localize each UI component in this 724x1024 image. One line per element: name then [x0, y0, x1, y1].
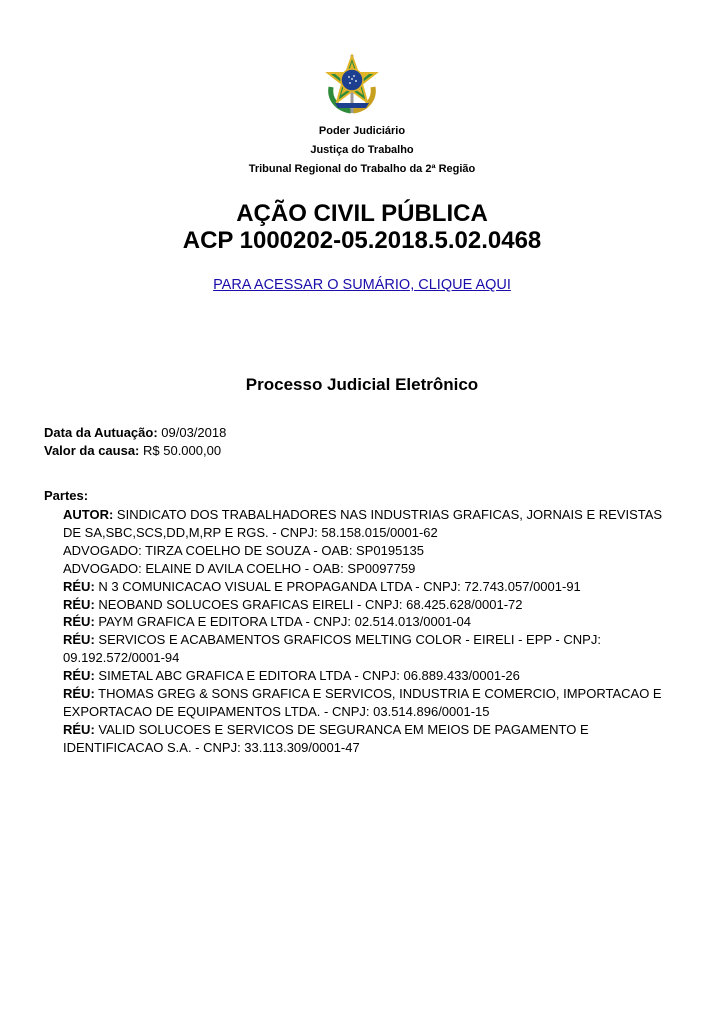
party-entry — [63, 721, 683, 757]
party-role: RÉU: — [63, 668, 95, 684]
party-text: SERVICOS E ACABAMENTOS GRAFICOS MELTING COLOR - EIRELI - EPP - CNPJ: 09.192.572/0001-94 — [63, 632, 601, 666]
party-entry — [63, 667, 683, 685]
party-role: AUTOR: — [63, 507, 114, 522]
date-label: Data da Autuação: — [44, 425, 158, 440]
party-role: RÉU: — [63, 578, 95, 594]
party-text: THOMAS GREG & SONS GRAFICA E SERVICOS, INDUSTRIA E COMERCIO, IMPORTACAO E EXPORTACAO DE EQUIPAMENTOS LTDA. - CNPJ: 03.514.896/0001-15 — [63, 686, 662, 719]
section-subtitle: Processo Judicial Eletrônico — [245, 375, 479, 394]
party-entry — [63, 506, 683, 542]
party-role: RÉU: — [63, 721, 95, 737]
parties-list — [63, 506, 683, 757]
party-entry — [63, 560, 683, 578]
summary-link[interactable]: PARA ACESSAR O SUMÁRIO, CLIQUE AQUI — [213, 277, 511, 293]
party-entry — [63, 578, 683, 596]
party-entry — [63, 685, 683, 721]
header-tribunal: Tribunal Regional do Trabalho da 2ª Região — [248, 163, 476, 175]
brazil-coat-of-arms-icon — [323, 53, 381, 115]
value-amount: R$ 50.000,00 — [139, 443, 222, 458]
party-text: SIMETAL ABC GRAFICA E EDITORA LTDA - CNPJ: 06.889.433/0001-26 — [94, 668, 520, 684]
party-role: RÉU: — [63, 632, 95, 648]
party-role: RÉU: — [63, 686, 95, 702]
autuacao-date — [44, 425, 226, 441]
party-text: ADVOGADO: ELAINE D AVILA COELHO - OAB: SP0097759 — [63, 560, 416, 576]
party-entry — [63, 542, 683, 560]
party-text: PAYM GRAFICA E EDITORA LTDA - CNPJ: 02.514.013/0001-04 — [94, 614, 471, 630]
document-title: AÇÃO CIVIL PÚBLICA — [236, 200, 488, 227]
party-entry — [63, 596, 683, 614]
date-value: 09/03/2018 — [157, 425, 227, 440]
summary-link-container — [0, 276, 724, 294]
header-justica-trabalho: Justiça do Trabalho — [310, 144, 414, 156]
party-entry — [63, 631, 683, 667]
party-entry — [63, 613, 683, 631]
party-text: ADVOGADO: TIRZA COELHO DE SOUZA - OAB: SP0195135 — [63, 542, 424, 558]
party-text: SINDICATO DOS TRABALHADORES NAS INDUSTRIAS GRAFICAS, JORNAIS E REVISTAS DE SA,SBC,SCS,DD,M,RP E RGS. - CNPJ: 58.158.015/0001-62 — [63, 507, 663, 540]
party-text: N 3 COMUNICACAO VISUAL E PROPAGANDA LTDA - CNPJ: 72.743.057/0001-91 — [94, 578, 581, 594]
case-value — [44, 443, 221, 459]
partes-heading: Partes: — [44, 488, 89, 503]
party-text: VALID SOLUCOES E SERVICOS DE SEGURANCA EM MEIOS DE PAGAMENTO E IDENTIFICACAO S.A. - CNPJ: 33.113.309/0001-47 — [63, 721, 589, 755]
process-number: ACP 1000202-05.2018.5.02.0468 — [182, 227, 542, 254]
party-role: RÉU: — [63, 614, 95, 630]
header-poder-judiciario: Poder Judiciário — [318, 125, 406, 137]
party-text: NEOBAND SOLUCOES GRAFICAS EIRELI - CNPJ: 68.425.628/0001-72 — [94, 596, 523, 612]
value-label: Valor da causa: — [44, 443, 140, 458]
party-role: RÉU: — [63, 596, 95, 612]
